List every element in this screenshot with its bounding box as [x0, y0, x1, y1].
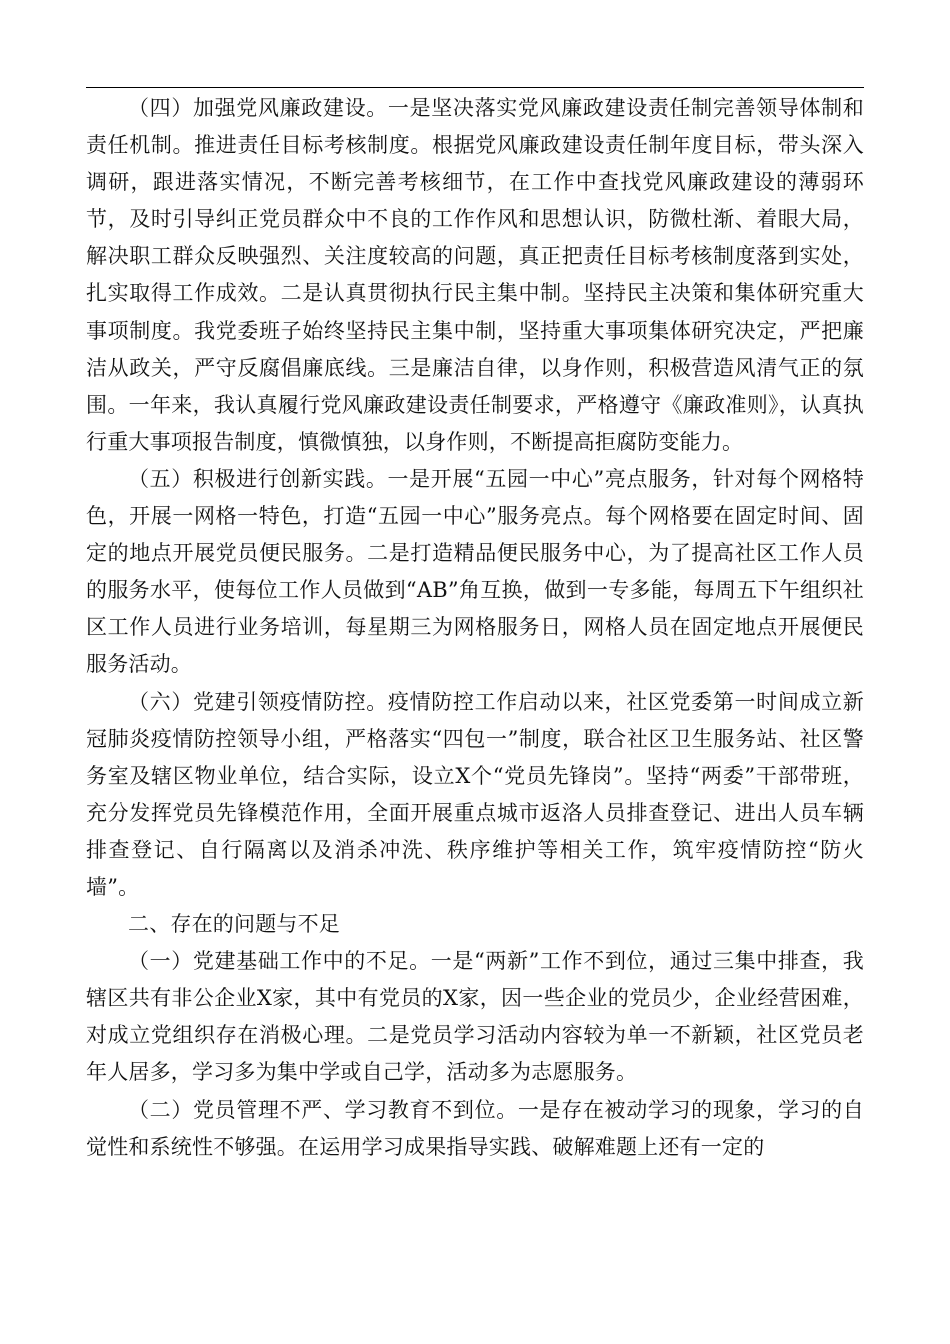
document-body — [86, 90, 864, 1166]
paragraph-epidemic-prevention: （六）党建引领疫情防控。疫情防控工作启动以来，社区党委第一时间成立新冠肺炎疫情防控领导小组，严格落实“四包一”制度，联合社区卫生服务站、社区警务室及辖区物业单位，结合实际，设立X个“党员先锋岗”。坚持“两委”干部带班，充分发挥党员先锋模范作用，全面开展重点城市返洛人员排查登记、进出人员车辆排查登记、自行隔离以及消杀冲洗、秩序维护等相关工作，筑牢疫情防控“防火墙”。 — [86, 689, 864, 899]
header-rule — [86, 87, 864, 88]
paragraph-strengthen-party-integrity: （四）加强党风廉政建设。一是坚决落实党风廉政建设责任制完善领导体制和责任机制。推进责任目标考核制度。根据党风廉政建设责任制年度目标，带头深入调研，跟进落实情况，不断完善考核细节，在工作中查找党风廉政建设的薄弱环节，及时引导纠正党员群众中不良的工作作风和思想认识，防微杜渐、着眼大局，解决职工群众反映强烈、关注度较高的问题，真正把责任目标考核制度落到实处，扎实取得工作成效。二是认真贯彻执行民主集中制。坚持民主决策和集体研究重大事项制度。我党委班子始终坚持民主集中制，坚持重大事项集体研究决定，严把廉洁从政关，严守反腐倡廉底线。三是廉洁自律，以身作则，积极营造风清气正的氛围。一年来，我认真履行党风廉政建设责任制要求，严格遵守《廉政准则》，认真执行重大事项报告制度，慎微慎独，以身作则，不断提高拒腐防变能力。 — [86, 96, 864, 454]
paragraph-innovation-practice: （五）积极进行创新实践。一是开展“五园一中心”亮点服务，针对每个网格特色，开展一网格一特色，打造“五园一中心”服务亮点。每个网格要在固定时间、固定的地点开展党员便民服务。二是打造精品便民服务中心，为了提高社区工作人员的服务水平，使每位工作人员做到“AB”角互换，做到一专多能，每周五下午组织社区工作人员进行业务培训，每星期三为网格服务日，网格人员在固定地点开展便民服务活动。 — [86, 466, 864, 677]
paragraph-member-management: （二）党员管理不严、学习教育不到位。一是存在被动学习的现象，学习的自觉性和系统性不够强。在运用学习成果指导实践、破解难题上还有一定的 — [86, 1097, 864, 1159]
section-heading-problems: 二、存在的问题与不足 — [128, 912, 340, 937]
paragraph-party-building-shortcomings: （一）党建基础工作中的不足。一是“两新”工作不到位，通过三集中排查，我辖区共有非公企业X家，其中有党员的X家，因一些企业的党员少，企业经营困难，对成立党组织存在消极心理。二是党员学习活动内容较为单一不新颖，社区党员老年人居多，学习多为集中学或自己学，活动多为志愿服务。 — [86, 949, 864, 1085]
